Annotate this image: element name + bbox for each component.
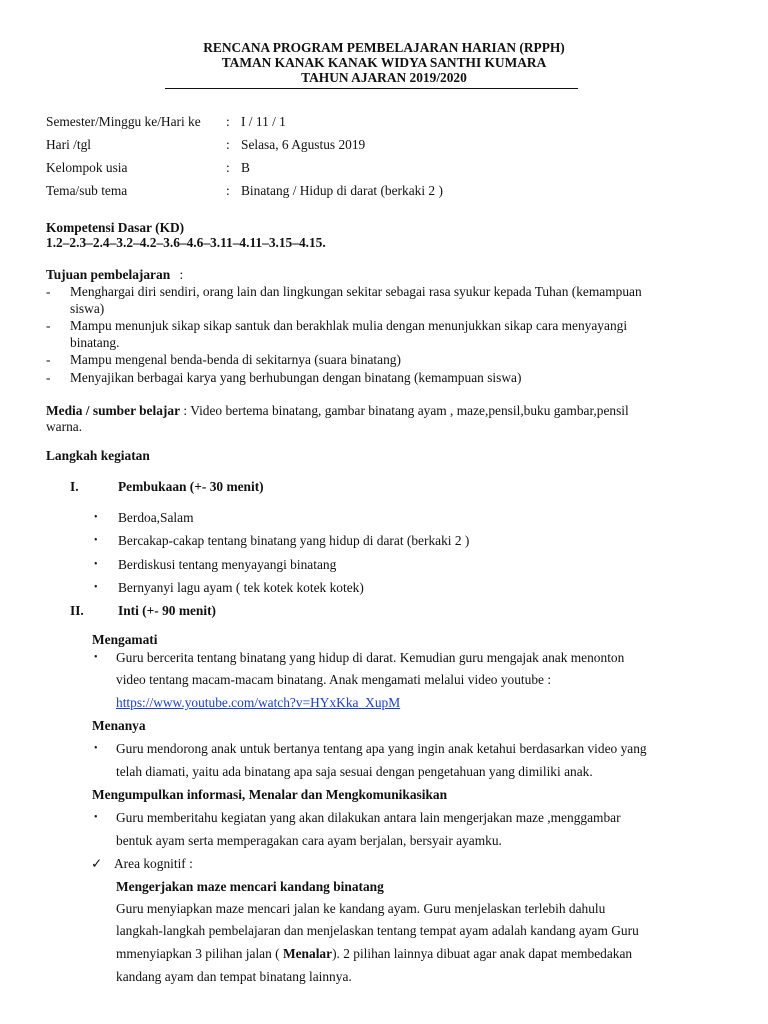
list-dash: - — [46, 352, 51, 367]
section-1-number: I. — [70, 479, 79, 494]
area-text-3c: ). 2 pilihan lainnya dibuat agar anak dapat membedakan — [332, 946, 633, 961]
bullet-icon: • — [94, 652, 98, 663]
menanya-text-cont: telah diamati, yaitu ada binatang apa saja sesuai dengan pengetahuan yang dimiliki anak. — [116, 764, 593, 779]
section-2-number: II. — [70, 603, 84, 618]
media-text: : Video bertema binatang, gambar binatang ayam , maze,pensil,buku gambar,pensil — [180, 403, 629, 418]
academic-year: TAHUN AJARAN 2019/2020 — [301, 70, 467, 85]
tujuan-item-2-cont: binatang. — [70, 335, 120, 350]
tujuan-item-1: Menghargai diri sendiri, orang lain dan lingkungan sekitar sebagai rasa syukur kepada Tuhan (kemampuan — [70, 284, 642, 299]
info-label-tema: Tema/sub tema — [46, 183, 128, 198]
area-text-1: Guru menyiapkan maze mencari jalan ke kandang ayam. Guru menjelaskan terlebih dahulu — [116, 901, 606, 916]
header-underline — [165, 88, 578, 89]
tujuan-item-4: Menyajikan berbagai karya yang berhubungan dengan binatang (kemampuan siswa) — [70, 370, 522, 385]
bullet-icon: • — [94, 743, 98, 754]
tujuan-item-1-cont: siswa) — [70, 301, 105, 316]
kd-value: 1.2–2.3–2.4–3.2–4.2–3.6–4.6–3.11–4.11–3.15–4.15. — [46, 235, 326, 250]
langkah-heading: Langkah kegiatan — [46, 448, 150, 463]
info-sep: : — [226, 160, 230, 175]
area-subtitle: Mengerjakan maze mencari kandang binatang — [116, 879, 384, 894]
info-value-semester: I / 11 / 1 — [241, 114, 286, 129]
bullet-icon: • — [94, 582, 98, 593]
doc-title: RENCANA PROGRAM PEMBELAJARAN HARIAN (RPPH) — [203, 40, 565, 55]
info-sep: : — [226, 137, 230, 152]
mengumpulkan-text: Guru memberitahu kegiatan yang akan dilakukan antara lain mengerjakan maze ,menggambar — [116, 810, 621, 825]
youtube-link[interactable]: https://www.youtube.com/watch?v=HYxKka_XupM — [116, 695, 401, 710]
school-name: TAMAN KANAK KANAK WIDYA SANTHI KUMARA — [221, 55, 547, 70]
list-dash: - — [46, 370, 51, 385]
area-text-3a: mmenyiapkan 3 pilihan jalan ( — [116, 946, 283, 961]
area-text-3 — [116, 946, 632, 962]
media-title: Media / sumber belajar — [46, 403, 181, 418]
media-text-cont: warna. — [46, 419, 83, 434]
tujuan-title: Tujuan pembelajaran — [46, 267, 171, 282]
info-value-kelompok: B — [241, 160, 250, 175]
area-text-2: langkah-langkah pembelajaran dan menjelaskan tentang tempat ayam adalah kandang ayam Guru — [116, 923, 639, 938]
mengumpulkan-heading: Mengumpulkan informasi, Menalar dan Mengkomunikasikan — [92, 787, 448, 802]
menanya-text: Guru mendorong anak untuk bertanya tentang apa yang ingin anak ketahui berdasarkan video yang — [116, 741, 647, 756]
tujuan-heading — [46, 267, 183, 283]
s1-item-3: Berdiskusi tentang menyayangi binatang — [118, 557, 337, 572]
tujuan-item-3: Mampu mengenal benda-benda di sekitarnya (suara binatang) — [70, 352, 401, 367]
bullet-icon: • — [94, 535, 98, 546]
s1-item-2: Bercakap-cakap tentang binatang yang hidup di darat (berkaki 2 ) — [118, 533, 470, 548]
mengamati-text-cont: video tentang macam-macam binatang. Anak mengamati melalui video youtube : — [116, 672, 552, 687]
info-value-tema: Binatang / Hidup di darat (berkaki 2 ) — [241, 183, 443, 198]
bullet-icon: • — [94, 812, 98, 823]
mengamati-heading: Mengamati — [92, 632, 158, 647]
tujuan-item-2: Mampu menunjuk sikap sikap santuk dan berakhlak mulia dengan menunjukkan sikap cara menyayangi — [70, 318, 628, 333]
menanya-heading: Menanya — [92, 718, 146, 733]
check-icon: ✓ — [91, 856, 103, 871]
info-sep: : — [226, 183, 230, 198]
menalar-label: Menalar — [282, 946, 333, 961]
mengamati-text: Guru bercerita tentang binatang yang hidup di darat. Kemudian guru mengajak anak menonton — [116, 650, 625, 665]
s1-item-4: Bernyanyi lagu ayam ( tek kotek kotek kotek) — [118, 580, 364, 595]
section-2-title: Inti (+- 90 menit) — [118, 603, 217, 618]
list-dash: - — [46, 284, 51, 299]
info-sep: : — [226, 114, 230, 129]
mengumpulkan-text-cont: bentuk ayam serta memperagakan cara ayam berjalan, bersyair ayamku. — [116, 833, 502, 848]
tujuan-colon: : — [179, 267, 184, 282]
area-kognitif-label: Area kognitif : — [114, 856, 193, 871]
info-label-kelompok: Kelompok usia — [46, 160, 128, 175]
info-label-hari: Hari /tgl — [46, 137, 91, 152]
list-dash: - — [46, 318, 51, 333]
info-value-hari: Selasa, 6 Agustus 2019 — [241, 137, 366, 152]
bullet-icon: • — [94, 559, 98, 570]
media-line — [46, 403, 629, 419]
section-1-title: Pembukaan (+- 30 menit) — [118, 479, 264, 494]
info-label-semester: Semester/Minggu ke/Hari ke — [46, 114, 201, 129]
bullet-icon: • — [94, 512, 98, 523]
s1-item-1: Berdoa,Salam — [118, 510, 194, 525]
kd-heading: Kompetensi Dasar (KD) — [46, 220, 185, 235]
area-text-4: kandang ayam dan tempat binatang lainnya. — [116, 969, 352, 984]
